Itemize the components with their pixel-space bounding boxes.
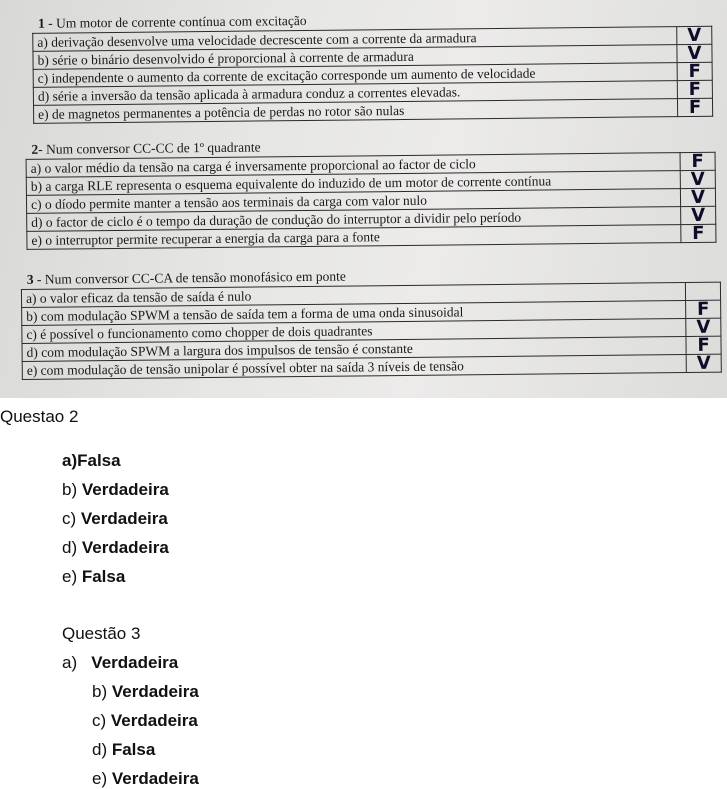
answer-prefix: c) (92, 711, 111, 730)
answer-prefix: e) (92, 769, 112, 788)
answer-prefix: e) (62, 567, 82, 586)
handwritten-mark: F (677, 80, 712, 98)
handwritten-mark: V (680, 188, 715, 206)
typed-answers (0, 398, 727, 788)
answer-line (92, 711, 198, 731)
statement-text: a) derivação desenvolve uma velocidade decrescente com a corrente da armadura (33, 27, 677, 52)
answer-line (62, 567, 125, 587)
answer-value: Verdadeira (111, 682, 199, 701)
answer-line (62, 509, 168, 529)
handwritten-mark: F (677, 98, 712, 116)
statement-text: e) o interruptor permite recuperar a energia da carga para a fonte (27, 225, 681, 250)
answer-line (92, 769, 199, 789)
handwritten-mark: V (677, 26, 712, 44)
statement-text: b) série o binário desenvolvido é proporcional à corrente de armadura (33, 45, 677, 70)
answer-prefix: b) (92, 682, 112, 701)
handwritten-mark (685, 282, 720, 300)
answer-value: Verdadeira (80, 509, 168, 528)
q3-table (21, 282, 722, 380)
handwritten-mark: F (686, 300, 721, 318)
statement-text: d) com modulação SPWM a largura dos impulsos de tensão é constante (22, 337, 686, 362)
exam-sheet (18, 3, 722, 398)
answer-value: Verdadeira (81, 480, 169, 499)
answer-value: Verdadeira (111, 769, 199, 788)
q3-title (27, 269, 346, 288)
handwritten-mark: V (681, 206, 716, 224)
q3-heading: Questão 3 (62, 624, 141, 643)
statement-text: b) com modulação SPWM a tensão de saída tem a forma de uma onda sinusoidal (22, 301, 686, 326)
statement-text: b) a carga RLE representa o esquema equivalente do induzido de um motor de corrente contínua (26, 171, 680, 196)
handwritten-mark: F (686, 336, 721, 354)
answer-prefix: d) (62, 538, 82, 557)
q1-title-text: - Um motor de corrente contínua com excitação (44, 12, 307, 31)
handwritten-mark: V (680, 170, 715, 188)
answer-line (92, 682, 199, 702)
answer-prefix: a) (62, 451, 78, 470)
answer-value: Falsa (81, 567, 126, 586)
statement-text: d) o factor de ciclo é o tempo da duração de condução do interruptor a dividir pelo período (27, 207, 681, 232)
statement-text: e) com modulação de tensão unipolar é possível obter na saída 3 níveis de tensão (22, 355, 686, 380)
answer-line (62, 538, 169, 558)
q2-title-text: - Num conversor CC-CC de 1º quadrante (38, 139, 261, 157)
answer-value: Verdadeira (91, 653, 179, 672)
q2-number: 2 (31, 141, 39, 157)
handwritten-mark: F (680, 152, 715, 170)
answer-line (62, 480, 169, 500)
q3-number: 3 (26, 271, 34, 287)
q2-table (26, 152, 717, 250)
answer-prefix: b) (62, 480, 82, 499)
statement-text: a) o valor eficaz da tensão de saída é nulo (21, 283, 685, 308)
statement-text: d) série a inversão da tensão aplicada à armadura conduz a correntes elevadas. (33, 81, 677, 106)
answer-value: Falsa (111, 740, 156, 759)
statement-text: c) independente o aumento da corrente de excitação corresponde um aumento de velocidade (33, 63, 677, 88)
handwritten-mark: V (686, 318, 721, 336)
statement-text: c) é possível o funcionamento como chopper de dois quadrantes (22, 319, 686, 344)
q2-heading: Questao 2 (0, 407, 79, 426)
handwritten-mark: F (677, 62, 712, 80)
answer-line (92, 740, 155, 760)
answer-value: Verdadeira (110, 711, 198, 730)
handwritten-mark: V (677, 44, 712, 62)
answer-prefix: a) (62, 653, 92, 672)
handwritten-mark: V (686, 354, 721, 372)
handwritten-mark: F (681, 224, 716, 242)
statement-text: a) o valor médio da tensão na carga é inversamente proporcional ao factor de ciclo (26, 153, 680, 178)
answer-value: Falsa (77, 451, 121, 470)
q2-title (31, 139, 260, 157)
statement-text: c) o díodo permite manter a tensão aos terminais da carga com valor nulo (26, 189, 680, 214)
answer-prefix: d) (92, 740, 112, 759)
answer-line (62, 653, 178, 673)
statement-text: e) de magnetos permanentes a potência de perdas no rotor são nulas (33, 99, 677, 124)
q1-table (32, 26, 713, 124)
answer-prefix: c) (62, 509, 81, 528)
q1-number: 1 (38, 15, 45, 31)
answer-line (62, 451, 121, 471)
q1-title (38, 13, 307, 32)
q3-title-text: - Num conversor CC-CA de tensão monofásico em ponte (33, 268, 346, 287)
answer-value: Verdadeira (81, 538, 169, 557)
